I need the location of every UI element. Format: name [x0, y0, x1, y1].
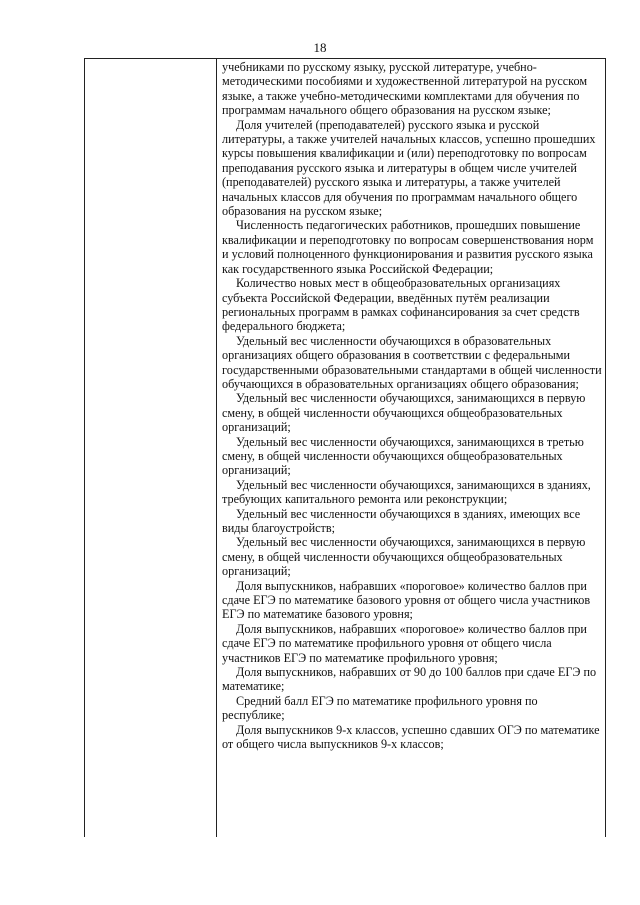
paragraph: Удельный вес численности обучающихся, занимающихся в первую смену, в общей численности обучающихся общеобразовательных организаций;: [222, 391, 586, 435]
paragraph: учебниками по русскому языку, русской литературе, учебно-методическими пособиями и художественной литературой на русском языке, а также учебно-методическими комплектами для обучения по программам начального общего образования на русском языке;: [222, 60, 588, 118]
paragraph: Средний балл ЕГЭ по математике профильного уровня по республике;: [222, 693, 538, 723]
paragraph: Удельный вес численности обучающихся в зданиях, имеющих все виды благоустройств;: [222, 506, 581, 535]
paragraph: Удельный вес численности обучающихся, занимающихся в первую смену, в общей численности обучающихся общеобразовательных организаций;: [222, 535, 586, 579]
paragraph: Количество новых мест в общеобразовательных организациях субъекта Российской Федерации, введённых путём реализации региональных программ в рамках софинансирования за счет средств федерального бюджета;: [222, 276, 580, 334]
document-table: [84, 58, 606, 837]
paragraph: Удельный вес численности обучающихся, занимающихся в третью смену, в общей численности обучающихся общеобразовательных организаций;: [222, 434, 584, 478]
paragraph: Удельный вес численности обучающихся, занимающихся в зданиях, требующих капитального ремонта или реконструкции;: [222, 477, 591, 507]
paragraph: Доля выпускников, набравших «пороговое» количество баллов при сдаче ЕГЭ по математике профильного уровня от общего числа участников ЕГЭ по математике профильного уровня;: [222, 621, 587, 665]
table-right-column: [218, 59, 606, 752]
page-number: 18: [313, 40, 327, 55]
paragraph: Доля выпускников, набравших от 90 до 100 баллов при сдаче ЕГЭ по математике;: [222, 665, 597, 694]
table-left-column: [85, 59, 217, 837]
paragraph: Удельный вес численности обучающихся в образовательных организациях общего образования в соответствии с федеральными государственными образовательными стандартами в общей численности обучающихся в образовательных организациях общего образования;: [222, 333, 602, 391]
paragraph: Численность педагогических работников, прошедших повышение квалификации и переподготовку по вопросам совершенствования норм и условий полноценного функционирования и развития русского языка как государственного языка Российской Федерации;: [222, 218, 594, 276]
paragraph: Доля выпускников 9-х классов, успешно сдавших ОГЭ по математике от общего числа выпускников 9-х классов;: [222, 722, 600, 752]
paragraph: Доля учителей (преподавателей) русского языка и русской литературы, а также учителей начальных классов, успешно прошедших курсы повышения квалификации и (или) переподготовку по вопросам преподавания русского языка и литературы в общем числе учителей (преподавателей) русского языка и литературы, а также учителей начальных классов для обучения по программам начального общего образования на русском языке;: [222, 117, 596, 219]
paragraph: Доля выпускников, набравших «пороговое» количество баллов при сдаче ЕГЭ по математике базового уровня от общего числа участников ЕГЭ по математике базового уровня;: [222, 578, 591, 622]
